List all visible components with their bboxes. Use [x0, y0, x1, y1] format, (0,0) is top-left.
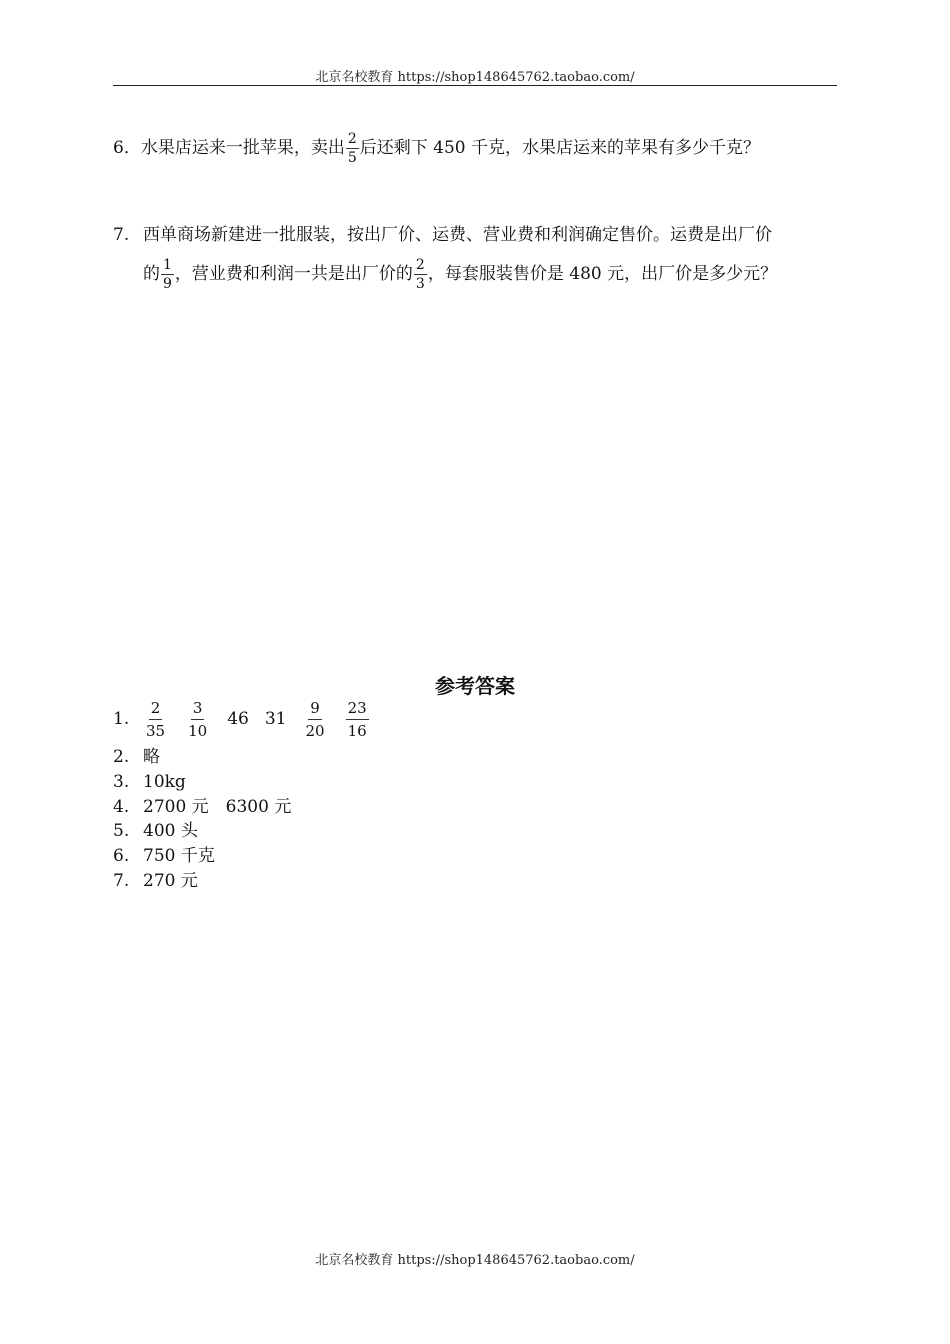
fraction-numerator: 2 [149, 697, 163, 720]
answer-5-index: 5. [113, 821, 130, 841]
answer-1-index: 1. [113, 709, 130, 729]
question-6-number: 6． [113, 138, 141, 158]
fraction-denominator: 10 [188, 722, 208, 740]
answer-1-value-1: 46 [227, 709, 249, 729]
fraction-numerator: 1 [163, 257, 172, 273]
fraction-denominator: 35 [146, 722, 166, 740]
question-6-text-before: 水果店运来一批苹果，卖出 [140, 138, 345, 158]
answer-1-value-2: 31 [264, 709, 287, 729]
question-7-number: 7. [113, 225, 130, 245]
answer-3-index: 3. [113, 772, 130, 792]
answer-1-fraction-3 [303, 697, 326, 742]
fraction-numerator: 23 [346, 697, 369, 720]
page-header: 北京名校教育 https://shop148645762.taobao.com/ [315, 70, 635, 85]
answer-1 [113, 697, 387, 742]
question-7-text-a: 的 [143, 264, 160, 284]
answer-7-text: 270 元 [143, 871, 198, 891]
answer-6-index: 6. [113, 846, 130, 866]
answer-7 [113, 869, 198, 893]
question-7-fraction-2 [414, 256, 427, 293]
answer-4-text: 2700 元 6300 元 [143, 797, 292, 817]
answer-2 [113, 745, 160, 769]
answer-6-text: 750 千克 [143, 846, 215, 866]
answer-7-index: 7. [113, 871, 130, 891]
fraction-denominator: 5 [347, 150, 357, 166]
answer-3 [113, 770, 186, 794]
question-7-line-1 [113, 222, 772, 248]
question-7-line-2 [143, 256, 777, 293]
question-7-fraction-1 [161, 256, 174, 293]
answer-5-text: 400 头 [143, 821, 198, 841]
answer-3-text: 10kg [143, 772, 186, 792]
fraction-numerator: 2 [347, 131, 357, 147]
answer-2-text: 略 [143, 747, 160, 767]
fraction-numerator: 2 [415, 257, 425, 273]
answer-4 [113, 795, 291, 819]
answer-4-index: 4. [113, 797, 130, 817]
answer-6 [113, 844, 215, 868]
fraction-denominator: 16 [347, 722, 367, 740]
answers-title: 参考答案 [435, 674, 515, 698]
fraction-denominator: 9 [163, 276, 172, 292]
answer-1-fraction-2 [186, 697, 209, 742]
question-6-text-after: 后还剩下 450 千克，水果店运来的苹果有多少千克？ [359, 138, 761, 158]
answer-2-index: 2. [113, 747, 130, 767]
answer-5 [113, 819, 198, 843]
question-6 [113, 130, 760, 167]
answer-1-fraction-4 [346, 697, 369, 742]
fraction-denominator: 3 [415, 276, 425, 292]
question-7-text-b: ，营业费和利润一共是出厂价的 [174, 264, 413, 284]
fraction-denominator: 20 [305, 722, 325, 740]
question-7-text-c: ，每套服装售价是 480 元，出厂价是多少元？ [427, 264, 778, 284]
page-footer: 北京名校教育 https://shop148645762.taobao.com/ [315, 1253, 635, 1268]
question-7-text-line-1: 西单商场新建进一批服装，按出厂价、运费、营业费和利润确定售价。运费是出厂价 [143, 225, 772, 245]
fraction-numerator: 3 [191, 697, 205, 720]
header-divider [113, 85, 837, 86]
question-6-fraction [346, 130, 359, 167]
answer-1-fraction-1 [144, 697, 167, 742]
fraction-numerator: 9 [308, 697, 322, 720]
